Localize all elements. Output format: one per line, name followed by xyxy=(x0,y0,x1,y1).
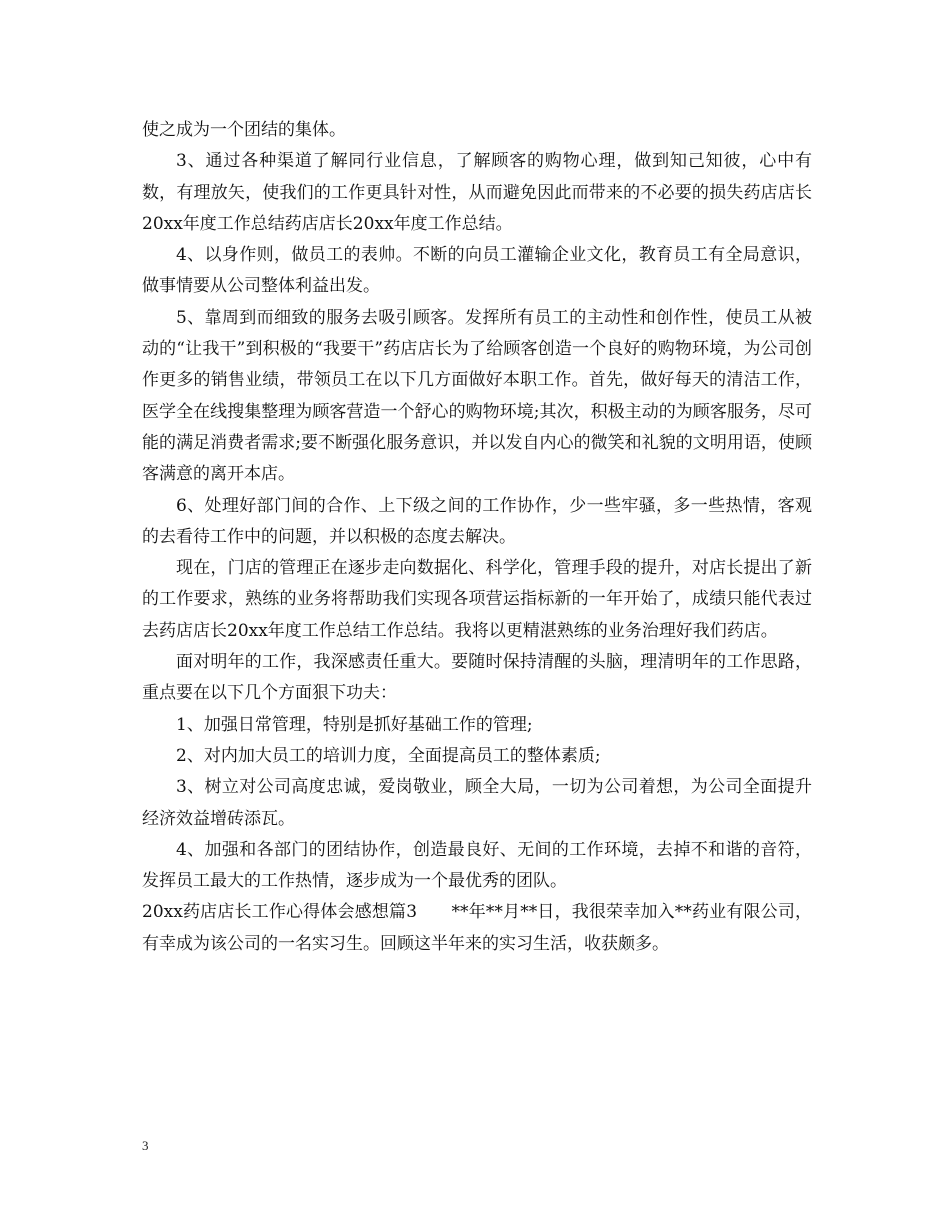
paragraph: 现在，门店的管理正在逐步走向数据化、科学化，管理手段的提升，对店长提出了新的工作要求，熟练的业务将帮助我们实现各项营运指标新的一年开始了，成绩只能代表过去药店店长20xx年度工作总结工作总结。我将以更精湛熟练的业务治理好我们药店。 xyxy=(142,558,812,641)
page-number: 3 xyxy=(142,1138,149,1153)
paragraph: 20xx药店店长工作心得体会感想篇3 **年**月**日，我很荣幸加入**药业有限公司，有幸成为该公司的一名实习生。回顾这半年来的实习生活，收获颇多。 xyxy=(142,902,812,954)
paragraph: 1、加强日常管理，特别是抓好基础工作的管理; xyxy=(176,714,533,735)
paragraph: 3、通过各种渠道了解同行业信息，了解顾客的购物心理，做到知己知彼，心中有数，有理放矢，使我们的工作更具针对性，从而避免因此而带来的不必要的损失药店店长20xx年度工作总结药店店长20xx年度工作总结。 xyxy=(142,151,812,234)
document-body xyxy=(142,115,812,960)
paragraph: 3、树立对公司高度忠诚，爱岗敬业，顾全大局，一切为公司着想，为公司全面提升经济效益增砖添瓦。 xyxy=(142,777,812,829)
paragraph: 4、加强和各部门的团结协作，创造最良好、无间的工作环境，去掉不和谐的音符，发挥员工最大的工作热情，逐步成为一个最优秀的团队。 xyxy=(142,839,812,892)
paragraph: 5、靠周到而细致的服务去吸引顾客。发挥所有员工的主动性和创作性，使员工从被动的“让我干”到积极的“我要干”药店店长为了给顾客创造一个良好的购物环境，为公司创作更多的销售业绩，带领员工在以下几方面做好本职工作。首先，做好每天的清洁工作，医学全在线搜集整理为顾客营造一个舒心的购物环境;其次，积极主动的为顾客服务，尽可能的满足消费者需求;要不断强化服务意识，并以发自内心的微笑和礼貌的文明用语，使顾客满意的离开本店。 xyxy=(142,307,812,485)
paragraph: 6、处理好部门间的合作、上下级之间的工作协作，少一些牢骚，多一些热情，客观的去看待工作中的问题，并以积极的态度去解决。 xyxy=(142,495,812,547)
paragraph: 面对明年的工作，我深感责任重大。要随时保持清醒的头脑，理清明年的工作思路，重点要在以下几个方面狠下功夫： xyxy=(142,652,812,704)
paragraph: 使之成为一个团结的集体。 xyxy=(142,120,346,140)
paragraph: 4、以身作则，做员工的表帅。不断的向员工灌输企业文化，教育员工有全局意识，做事情要从公司整体利益出发。 xyxy=(142,245,812,297)
paragraph: 2、对内加大员工的培训力度，全面提高员工的整体素质; xyxy=(176,745,601,766)
